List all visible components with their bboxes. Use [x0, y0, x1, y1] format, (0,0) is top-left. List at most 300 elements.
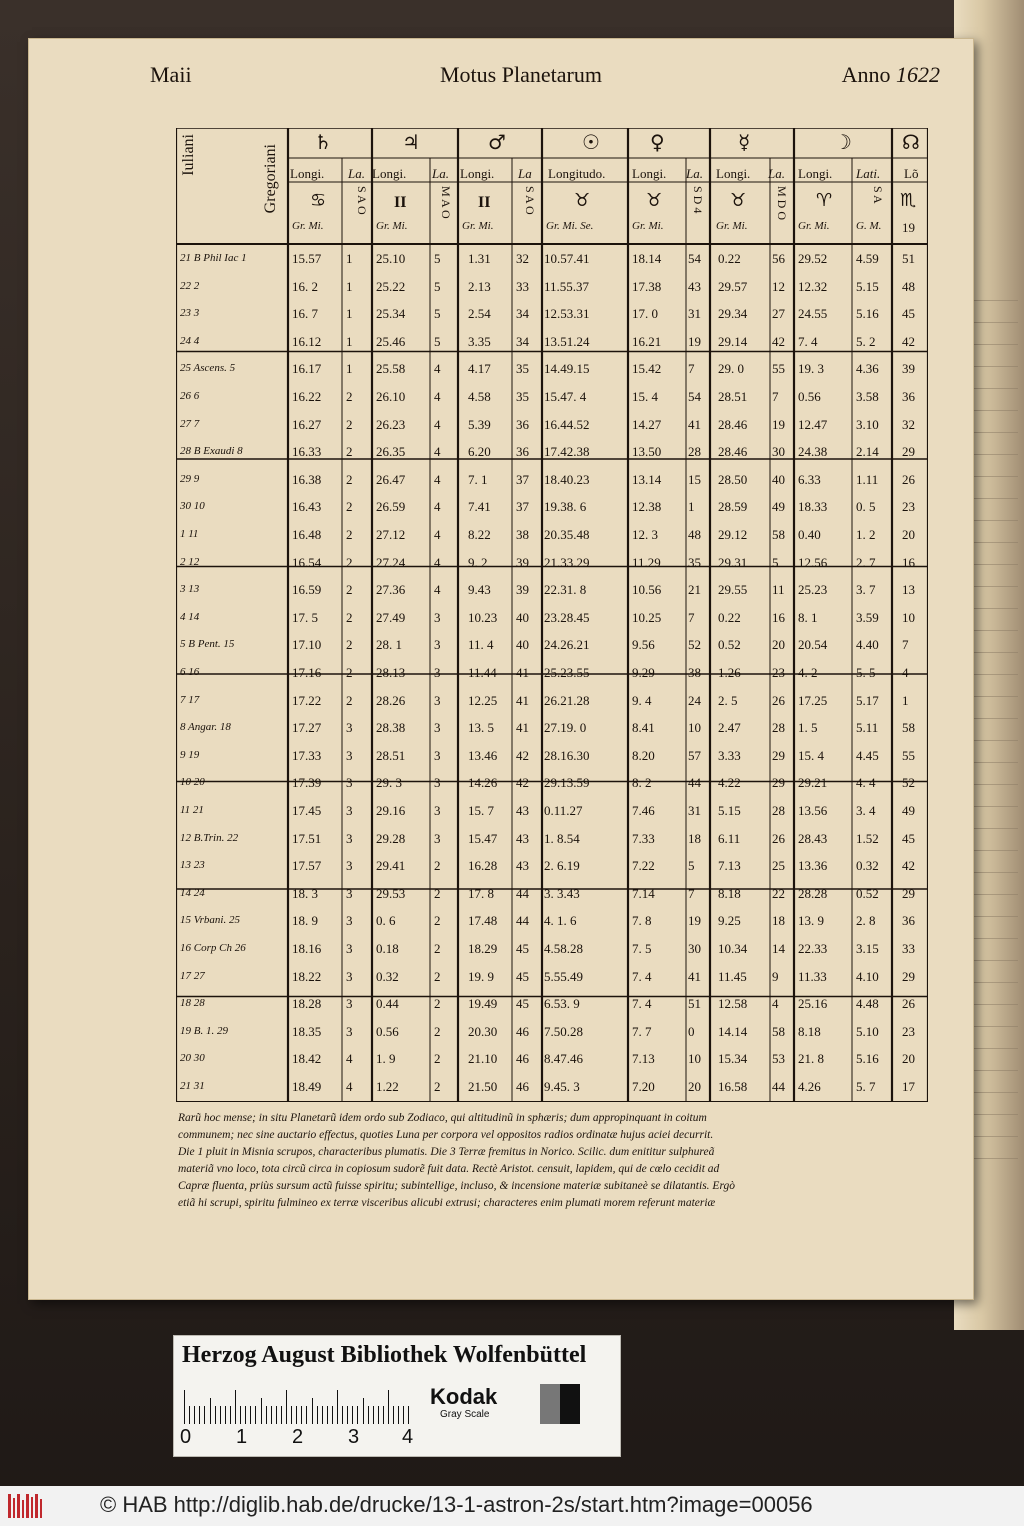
table-cell: 7.22 — [632, 858, 655, 874]
table-cell: 11 — [772, 582, 785, 598]
table-cell: 9.25 — [718, 913, 741, 929]
table-cell: 42 — [772, 333, 785, 349]
table-cell: 46 — [516, 1079, 529, 1094]
ruler-tick — [368, 1406, 369, 1424]
table-cell: 18. 3 — [292, 885, 318, 901]
table-cell: 17.10 — [292, 637, 322, 653]
table-cell: 41 — [688, 416, 701, 432]
table-cell: 7. 4 — [632, 968, 652, 984]
table-cell: 28 — [688, 444, 701, 460]
table-cell: 28.46 — [718, 444, 748, 460]
table-cell: 28.51 — [376, 747, 406, 763]
table-cell: 15.42 — [632, 361, 662, 377]
table-cell: 17.27 — [292, 720, 322, 736]
table-cell: 2.13 — [468, 278, 491, 294]
year-number: 1622 — [896, 62, 940, 87]
ruler-tick — [327, 1406, 328, 1424]
table-cell: 10.56 — [632, 582, 662, 598]
table-cell: 29. 0 — [718, 361, 744, 377]
moon-sa: S A — [871, 186, 885, 204]
table-cell: 12. 3 — [632, 527, 658, 542]
table-cell: 5 — [688, 858, 695, 874]
table-cell: 0.18 — [376, 941, 399, 956]
table-cell: 26.21.28 — [544, 692, 590, 708]
table-cell: 7.33 — [632, 830, 655, 846]
table-cell: 55 — [772, 361, 785, 377]
table-cell: 2 — [434, 1051, 441, 1067]
page-header — [150, 62, 940, 92]
date-cell: 6 16 — [180, 666, 200, 678]
cancer-icon: ♋ — [310, 190, 327, 211]
ruler-tick — [235, 1390, 236, 1424]
table-cell: 21 — [688, 582, 701, 598]
table-cell: 3 — [434, 803, 441, 818]
table-cell: 45 — [516, 941, 529, 956]
table-cell: 4.48 — [856, 996, 879, 1012]
sun-longitudo-header: Longitudo. — [548, 166, 606, 181]
venus-longi-header: Longi. — [632, 166, 667, 181]
table-cell: 29.14 — [718, 333, 748, 349]
taurus-icon-venus: ♉ — [646, 190, 663, 211]
table-cell: 3 — [346, 1023, 353, 1039]
table-cell: 23 — [772, 665, 785, 680]
table-cell: 58 — [772, 1023, 785, 1039]
table-cell: 27.24 — [376, 554, 406, 570]
ruler-tick — [306, 1406, 307, 1424]
mars-la-header: La — [518, 166, 532, 181]
iuliani-header: Iuliani — [180, 134, 197, 176]
date-cell: 21 B Phil Iac 1 — [180, 252, 247, 264]
table-cell: 27.12 — [376, 527, 406, 542]
table-cell: 9.45. 3 — [544, 1079, 580, 1094]
table-cell: 22.33 — [798, 941, 828, 956]
table-cell: 5.16 — [856, 306, 879, 322]
ruler-tick — [225, 1406, 226, 1424]
table-cell: 17.42.38 — [544, 444, 590, 460]
table-cell: 25.23.55 — [544, 665, 590, 680]
table-cell: 0.52 — [718, 637, 741, 653]
table-cell: 12.25 — [468, 692, 498, 708]
table-cell: 17.25 — [798, 692, 828, 708]
table-cell: 16.33 — [292, 444, 322, 460]
table-cell: 28 — [772, 720, 785, 736]
table-cell: 19.49 — [468, 996, 498, 1012]
table-cell: 28.13 — [376, 665, 406, 680]
table-cell: 7. 1 — [468, 471, 488, 487]
table-cell: 4 — [434, 554, 441, 570]
table-cell: 18.28 — [292, 996, 322, 1012]
table-cell: 13. 9 — [798, 913, 824, 929]
table-cell: 10.57.41 — [544, 251, 590, 266]
table-cell: 2 — [346, 389, 353, 404]
table-cell: 7. 4 — [798, 333, 818, 349]
table-cell: 41 — [516, 665, 529, 680]
table-cell: 13 — [902, 582, 915, 598]
table-cell: 3 — [346, 968, 353, 984]
date-cell: 27 7 — [180, 417, 200, 430]
table-cell: 13.14 — [632, 471, 662, 487]
table-cell: 8. 2 — [632, 775, 652, 791]
planetary-table — [176, 128, 928, 1102]
table-cell: 45 — [902, 306, 915, 322]
ruler-tick — [398, 1406, 399, 1424]
table-cell: 6.33 — [798, 471, 821, 487]
table-cell: 7.14 — [632, 885, 655, 901]
table-cell: 34 — [516, 333, 529, 349]
table-cell: 5.10 — [856, 1023, 879, 1039]
table-cell: 33 — [516, 278, 529, 294]
table-cell: 0.56 — [376, 1023, 399, 1039]
table-cell: 2 — [434, 968, 441, 984]
table-cell: 2 — [346, 609, 353, 625]
table-cell: 0. 5 — [856, 499, 876, 515]
table-cell: 29.53 — [376, 885, 406, 901]
table-cell: 2 — [346, 444, 353, 460]
table-cell: 21.50 — [468, 1079, 498, 1094]
table-cell: 0.11.27 — [544, 803, 583, 818]
table-cell: 3 — [346, 913, 353, 929]
table-cell: 20.54 — [798, 637, 828, 653]
table-cell: 0.22 — [718, 609, 741, 625]
moon-lat-gm: G. M. — [856, 220, 882, 232]
table-cell: 3.33 — [718, 747, 741, 763]
ruler-tick — [383, 1406, 384, 1424]
table-cell: 37 — [516, 499, 529, 515]
ruler-tick — [373, 1406, 374, 1424]
table-cell: 29.13.59 — [544, 775, 590, 791]
table-cell: 5 — [434, 333, 441, 349]
table-cell: 15.47. 4 — [544, 389, 587, 404]
table-cell: 11.55.37 — [544, 278, 590, 294]
table-cell: 31 — [688, 803, 701, 818]
table-cell: 25.46 — [376, 333, 406, 349]
table-cell: 5. 2 — [856, 333, 876, 349]
table-cell: 25.34 — [376, 306, 406, 322]
table-cell: 12.58 — [718, 996, 748, 1012]
date-cell: 18 28 — [180, 997, 205, 1010]
ruler-tick — [312, 1398, 313, 1424]
date-cell: 24 4 — [180, 334, 200, 347]
table-cell: 1. 9 — [376, 1051, 396, 1067]
table-cell: 3 — [434, 747, 441, 763]
table-cell: 3 — [346, 803, 353, 818]
mars-longi-header: Longi. — [460, 166, 495, 181]
table-cell: 16.38 — [292, 471, 322, 487]
gregoriani-header: Gregoriani — [262, 144, 279, 214]
table-cell: 25.23 — [798, 582, 828, 598]
table-cell: 5. 5 — [856, 665, 876, 680]
table-cell: 2.54 — [468, 306, 491, 322]
table-cell: 8.47.46 — [544, 1051, 583, 1067]
table-cell: 2. 7 — [856, 554, 876, 570]
table-cell: 9. 2 — [468, 554, 488, 570]
table-cell: 21.10 — [468, 1051, 498, 1067]
table-cell: 25.58 — [376, 361, 406, 377]
table-cell: 2.14 — [856, 444, 879, 460]
jupiter-la-header: La. — [432, 166, 449, 181]
mars-icon: ♂ — [488, 130, 506, 154]
table-cell: 4 — [434, 582, 441, 598]
table-cell: 25.16 — [798, 996, 828, 1012]
table-cell: 1 — [346, 361, 353, 377]
table-cell: 46 — [516, 1023, 529, 1039]
table-cell: 21.33.29 — [544, 554, 590, 570]
table-cell: 40 — [516, 637, 529, 653]
date-cell: 5 B Pent. 15 — [180, 638, 235, 651]
table-cell: 2 — [346, 554, 353, 570]
table-cell: 53 — [772, 1051, 785, 1067]
commentary-line: etiã hi scrupi, spiritu fulmineo ex terræ visceribus alicubi extrusi; characteres enim plumati morem referunt materiæ — [178, 1197, 716, 1209]
table-cell: 17.51 — [292, 830, 322, 846]
jupiter-mao: M A O — [439, 186, 453, 219]
table-cell: 2 — [346, 665, 353, 680]
ruler-tick — [322, 1406, 323, 1424]
table-cell: 10 — [902, 609, 915, 625]
date-cell: 2 12 — [180, 555, 200, 568]
table-cell: 3.59 — [856, 609, 879, 625]
table-cell: 1 — [688, 499, 695, 515]
jupiter-icon: ♃ — [402, 130, 420, 154]
table-cell: 44 — [772, 1079, 785, 1094]
table-cell: 5.15 — [718, 803, 741, 818]
table-cell: 38 — [688, 665, 701, 680]
gray-swatch — [540, 1384, 560, 1424]
table-cell: 18. 9 — [292, 913, 318, 929]
table-cell: 26.35 — [376, 444, 406, 460]
table-cell: 11.44 — [468, 665, 497, 680]
copyright-credit: © HAB http://diglib.hab.de/drucke/13-1-astron-2s/start.htm?image=00056 — [100, 1492, 813, 1517]
ruler-tick — [215, 1406, 216, 1424]
table-cell: 7. 8 — [632, 913, 652, 929]
date-cell: 21 31 — [180, 1080, 205, 1092]
table-cell: 13.50 — [632, 444, 662, 460]
date-cell: 20 30 — [180, 1052, 205, 1065]
table-cell: 20 — [902, 527, 915, 542]
table-cell: 24.55 — [798, 306, 828, 322]
table-cell: 6.53. 9 — [544, 996, 580, 1012]
table-cell: 4.26 — [798, 1079, 821, 1094]
table-cell: 1.11 — [856, 471, 879, 487]
table-cell: 30 — [688, 941, 701, 956]
table-cell: 28.46 — [718, 416, 748, 432]
table-cell: 55 — [902, 747, 915, 763]
table-cell: 15.57 — [292, 251, 322, 266]
table-cell: 13.46 — [468, 747, 498, 763]
ruler-tick — [276, 1406, 277, 1424]
table-cell: 0.44 — [376, 996, 399, 1012]
table-cell: 3.10 — [856, 416, 879, 432]
table-cell: 2.47 — [718, 720, 741, 736]
table-cell: 54 — [688, 389, 701, 404]
table-cell: 58 — [772, 527, 785, 542]
table-cell: 51 — [902, 251, 915, 266]
table-cell: 18.29 — [468, 941, 498, 956]
taurus-icon-mercury: ♉ — [730, 190, 747, 211]
date-cell: 25 Ascens. 5 — [180, 362, 236, 375]
table-cell: 10.34 — [718, 941, 748, 956]
commentary-line: Capræ fluenta, priùs sursum actũ fuisse spiritu; subintellige, incluso, & incensione materiæ subitaneè se dilatantis. Ergò — [178, 1180, 735, 1192]
table-cell: 10 — [688, 720, 701, 736]
table-cell: 16 — [772, 609, 785, 625]
table-cell: 26.59 — [376, 499, 406, 515]
ruler-tick — [408, 1406, 409, 1424]
table-cell: 4.45 — [856, 747, 879, 763]
table-cell: 36 — [902, 389, 915, 404]
table-cell: 29.21 — [798, 775, 828, 791]
table-cell: 32 — [516, 251, 529, 266]
commentary-line: Rarũ hoc mense; in situ Planetarũ idem ordo sub Zodiaco, qui altitudinũ in sphæris; dum appropinquant in coitum — [178, 1112, 707, 1124]
table-cell: 18.35 — [292, 1023, 322, 1039]
ruler-tick — [337, 1390, 338, 1424]
table-cell: 4 — [434, 444, 441, 460]
saturn-sao: S A O — [355, 186, 369, 215]
table-cell: 12.56 — [798, 554, 828, 570]
table-cell: 26 — [772, 830, 785, 846]
table-cell: 3 — [346, 747, 353, 763]
table-cell: 2. 6.19 — [544, 858, 580, 874]
table-cell: 2 — [434, 885, 441, 901]
table-cell: 38 — [516, 527, 529, 542]
table-cell: 17.45 — [292, 803, 322, 818]
ruler-tick — [220, 1406, 221, 1424]
date-cell: 14 24 — [180, 886, 205, 899]
table-cell: 1.52 — [856, 830, 879, 846]
table-cell: 1.31 — [468, 251, 491, 266]
table-cell: 42 — [902, 333, 915, 349]
table-cell: 2 — [346, 527, 353, 542]
scorpio-icon: ♏ — [900, 190, 917, 211]
table-cell: 34 — [516, 306, 529, 322]
footer-bar — [0, 1486, 1024, 1526]
ruler-tick — [363, 1398, 364, 1424]
date-cell: 4 14 — [180, 610, 200, 623]
table-cell: 51 — [688, 996, 701, 1012]
moon-grmi: Gr. Mi. — [798, 220, 830, 232]
table-cell: 7.50.28 — [544, 1023, 583, 1039]
table-cell: 41 — [516, 720, 529, 736]
ruler-number-0: 0 — [180, 1426, 192, 1448]
table-cell: 43 — [688, 278, 701, 294]
table-cell: 3.58 — [856, 389, 879, 404]
table-cell: 44 — [516, 913, 529, 929]
ruler-number-3: 3 — [348, 1426, 360, 1448]
table-cell: 27.49 — [376, 609, 406, 625]
table-cell: 9.56 — [632, 637, 655, 653]
table-cell: 16.21 — [632, 333, 662, 349]
table-cell: 4 — [346, 1051, 353, 1067]
table-cell: 3 — [434, 665, 441, 680]
table-cell: 14.26 — [468, 775, 498, 791]
year-label — [842, 62, 940, 88]
table-cell: 41 — [688, 968, 701, 984]
table-cell: 0. 6 — [376, 913, 396, 929]
table-cell: 2 — [434, 996, 441, 1012]
table-cell: 56 — [772, 251, 785, 266]
ruler-tick — [204, 1406, 205, 1424]
table-cell: 20 — [902, 1051, 915, 1067]
library-title: Herzog August Bibliothek Wolfenbüttel — [182, 1342, 587, 1368]
table-cell: 29.41 — [376, 858, 406, 874]
table-cell: 4.58.28 — [544, 941, 583, 956]
date-cell: 11 21 — [180, 804, 204, 816]
table-cell: 29.52 — [798, 251, 828, 266]
year-word: Anno — [841, 62, 891, 87]
table-cell: 23 — [902, 499, 915, 515]
table-cell: 28.50 — [718, 471, 748, 487]
table-cell: 4 — [434, 361, 441, 377]
date-cell: 13 23 — [180, 859, 205, 872]
table-cell: 39 — [516, 582, 529, 598]
table-cell: 1.26 — [718, 665, 741, 680]
table-cell: 7.13 — [632, 1051, 655, 1067]
table-cell: 18.49 — [292, 1079, 322, 1094]
table-cell: 44 — [688, 775, 701, 791]
table-cell: 54 — [688, 251, 701, 266]
ruler-tick — [271, 1406, 272, 1424]
table-cell: 49 — [902, 803, 915, 818]
date-cell: 28 B Exaudi 8 — [180, 445, 243, 458]
table-cell: 3 — [346, 858, 353, 874]
table-cell: 16. 2 — [292, 278, 318, 294]
table-cell: 0 — [688, 1023, 695, 1039]
table-cell: 39 — [516, 554, 529, 570]
table-cell: 28.51 — [718, 389, 748, 404]
ruler-tick — [357, 1406, 358, 1424]
table-cell: 16.22 — [292, 389, 322, 404]
table-cell: 3.35 — [468, 333, 491, 349]
table-cell: 19.38. 6 — [544, 499, 587, 515]
ruler-tick — [296, 1406, 297, 1424]
table-cell: 15 — [688, 471, 701, 487]
table-cell: 8.18 — [718, 885, 741, 901]
table-cell: 0.32 — [376, 968, 399, 984]
table-cell: 4 — [902, 665, 909, 680]
table-cell: 1. 2 — [856, 527, 876, 542]
black-swatch — [560, 1384, 580, 1424]
table-cell: 7.41 — [468, 499, 491, 515]
table-cell: 44 — [516, 885, 529, 901]
table-cell: 26.23 — [376, 416, 406, 432]
table-cell: 3. 3.43 — [544, 885, 580, 901]
gemini-icon-mars: II — [478, 194, 491, 211]
table-cell: 11.29 — [632, 554, 661, 570]
table-cell: 28 — [772, 803, 785, 818]
table-cell: 1 — [346, 333, 353, 349]
table-cell: 7. 7 — [632, 1023, 652, 1039]
table-cell: 3 — [346, 830, 353, 846]
table-cell: 28.16.30 — [544, 747, 590, 763]
table-cell: 26 — [772, 692, 785, 708]
table-cell: 36 — [902, 913, 915, 929]
date-cell: 19 B. 1. 29 — [180, 1024, 228, 1037]
table-cell: 52 — [902, 775, 915, 791]
ruler-tick — [332, 1406, 333, 1424]
table-cell: 14.27 — [632, 416, 662, 432]
table-cell: 27.19. 0 — [544, 720, 587, 736]
table-cell: 11.33 — [798, 968, 827, 984]
saturn-la-header: La. — [348, 166, 365, 181]
mercury-mdo: M D O — [775, 186, 789, 221]
table-cell: 2 — [346, 499, 353, 515]
table-cell: 18.40.23 — [544, 471, 590, 487]
table-cell: 16.12 — [292, 333, 322, 349]
table-cell: 3.15 — [856, 941, 879, 956]
table-cell: 12 — [772, 278, 785, 294]
saturn-longi-header: Longi. — [290, 166, 325, 181]
table-cell: 15.47 — [468, 830, 498, 846]
table-cell: 7. 4 — [632, 996, 652, 1012]
table-cell: 7 — [902, 637, 909, 653]
